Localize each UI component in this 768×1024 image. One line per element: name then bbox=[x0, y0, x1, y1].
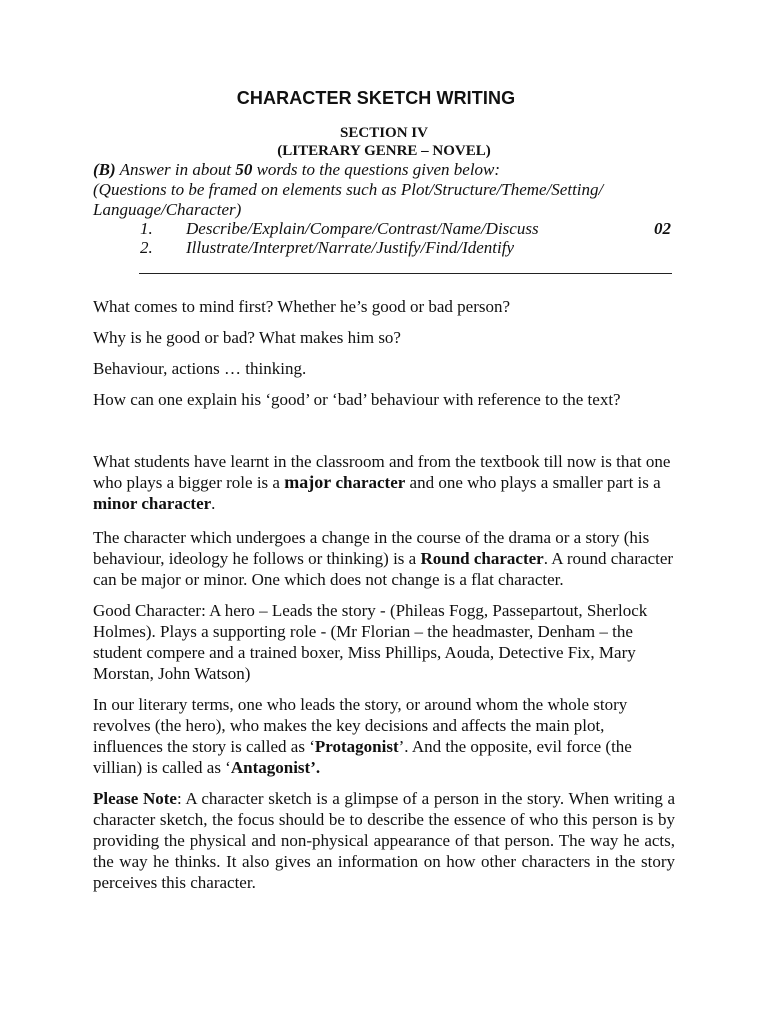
prompt-line: Why is he good or bad? What makes him so? bbox=[93, 328, 401, 347]
paragraph-round-character bbox=[93, 527, 675, 590]
paragraph-good-character: Good Character: A hero – Leads the story - (Phileas Fogg, Passepartout, Sherlock Holmes). Plays a supporting role - (Mr Florian – the headmaster, Denham – the student compere and a trained boxer, Miss Phillips, Aouda, Detective Fix, Mary Morstan, John Watson) bbox=[93, 601, 648, 683]
prompt-line: Behaviour, actions … thinking. bbox=[93, 359, 307, 378]
prompt-line: How can one explain his ‘good’ or ‘bad’ behaviour with reference to the text? bbox=[93, 390, 621, 409]
section-heading: SECTION IV bbox=[340, 125, 428, 141]
paragraph-text: The character which undergoes a change in the course of the drama or a story (his behaviour, ideology he follows or thinking) is a bbox=[93, 528, 650, 568]
genre-heading: (LITERARY GENRE – NOVEL) bbox=[277, 143, 491, 159]
paragraph-text: . A round character can be major or minor. One which does not change is a flat character. bbox=[93, 549, 674, 589]
paragraph-character-roles bbox=[93, 451, 675, 514]
question-number: 1. bbox=[140, 219, 153, 238]
major-term: major bbox=[284, 472, 332, 492]
antagonist-term: Antagonist’. bbox=[230, 758, 321, 777]
paragraph-please-note bbox=[93, 788, 675, 893]
paragraph-text: and one who plays a smaller part is a bbox=[405, 473, 661, 492]
paragraph-literary-terms bbox=[93, 694, 675, 778]
word-count: 50 bbox=[235, 160, 253, 179]
instruction-note-line2: Language/Character) bbox=[93, 200, 242, 219]
page-title: CHARACTER SKETCH WRITING bbox=[236, 88, 516, 108]
paragraph-text: What students have learnt in the classroom and from the textbook till now is that one who plays a bigger role is a bbox=[93, 452, 671, 492]
instruction-text-b: words to the questions given below: bbox=[252, 160, 501, 179]
instruction-text-a: Answer in about bbox=[115, 160, 236, 179]
note-text: : A character sketch is a glimpse of a person in the story. When writing a character sketch, the focus should be to describe the essence of who this person is by providing the physical and non-physical appearance of that person. The way he acts, the way he thinks. It also gives an information on how other characters in the story perceives this character. bbox=[93, 789, 675, 892]
marks-value: 02 bbox=[654, 219, 671, 238]
instruction-label: (B) bbox=[93, 160, 116, 179]
prompt-line: What comes to mind first? Whether he’s good or bad person? bbox=[93, 297, 511, 316]
protagonist-term: Protagonist bbox=[314, 737, 399, 756]
question-text: Illustrate/Interpret/Narrate/Justify/Find/Identify bbox=[186, 238, 514, 257]
character-term: character bbox=[331, 473, 406, 492]
paragraph-text: ’. And the opposite, evil force (the villian) is called as ‘ bbox=[93, 737, 632, 777]
divider-line bbox=[139, 273, 672, 274]
question-number: 2. bbox=[140, 238, 153, 257]
question-text: Describe/Explain/Compare/Contrast/Name/Discuss bbox=[186, 219, 539, 238]
round-character-term: Round character bbox=[420, 549, 544, 568]
instruction-line bbox=[93, 160, 500, 180]
note-label: Please Note bbox=[93, 789, 177, 808]
minor-character-term: minor character bbox=[93, 494, 212, 513]
paragraph-text: In our literary terms, one who leads the story, or around whom the whole story revolves (the hero), who makes the key decisions and affects the main plot, influences the story is called as ‘ bbox=[93, 695, 628, 756]
instruction-note-line1: (Questions to be framed on elements such as Plot/Structure/Theme/Setting/ bbox=[93, 180, 604, 199]
paragraph-text: . bbox=[211, 494, 216, 513]
